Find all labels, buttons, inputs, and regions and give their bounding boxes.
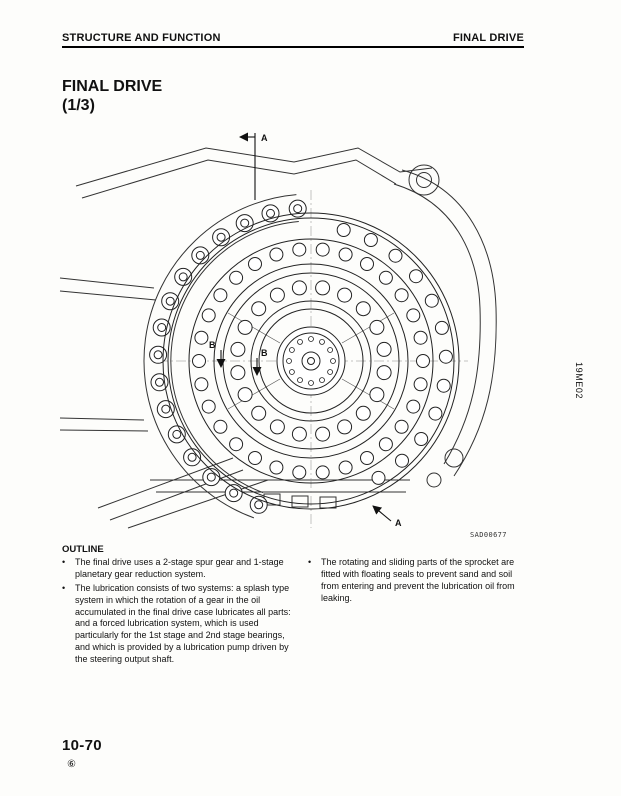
bullet-text: The rotating and sliding parts of the sprocket are fitted with floating seals to prevent sand and soil from entering and prevent the lubrication oil from leaking.: [321, 557, 515, 603]
list-item: [308, 557, 526, 605]
list-item: [62, 557, 296, 581]
header-section-title: STRUCTURE AND FUNCTION: [62, 32, 221, 44]
bullet-marker: •: [62, 557, 66, 567]
bullet-text: The final drive uses a 2-stage spur gear and 1-stage planetary gear reduction system.: [75, 557, 284, 579]
final-drive-figure: [58, 128, 534, 536]
figure-code: SAD00677: [470, 531, 507, 539]
outline-left-column: [62, 557, 296, 668]
page-title-line2: (1/3): [62, 96, 95, 114]
right-roller-ring: [337, 224, 452, 485]
section-label-b-right: B: [261, 348, 268, 358]
section-label-b-left: B: [209, 340, 216, 350]
bullet-marker: •: [308, 557, 312, 567]
page-title: [62, 78, 162, 116]
outline-heading: OUTLINE: [62, 544, 104, 555]
section-label-a-bottom: A: [395, 518, 402, 528]
section-label-a-top: A: [261, 133, 268, 143]
page-header: [62, 32, 524, 44]
page-title-line1: FINAL DRIVE: [62, 78, 163, 95]
header-chapter-title: FINAL DRIVE: [452, 32, 524, 44]
list-item: [62, 583, 296, 666]
side-margin-code: 19ME02: [574, 362, 584, 400]
revision-mark: ⑥: [67, 759, 76, 770]
outline-right-column: [308, 557, 526, 668]
page-number: 10-70: [62, 737, 102, 754]
final-drive-diagram: [58, 128, 534, 536]
header-rule: [62, 46, 524, 48]
bullet-marker: •: [62, 582, 66, 593]
outline-columns: [62, 557, 526, 668]
bullet-text: The lubrication consists of two systems: a splash type system in which the rotation of a gear in the oil accumulated in the final drive case lubricates all parts: and a forced lubrication system, which is used particularly for the 1st stage and 2nd stage bearings, and which is provided by a lubrication pump driven by the steering output shaft.: [75, 582, 291, 664]
